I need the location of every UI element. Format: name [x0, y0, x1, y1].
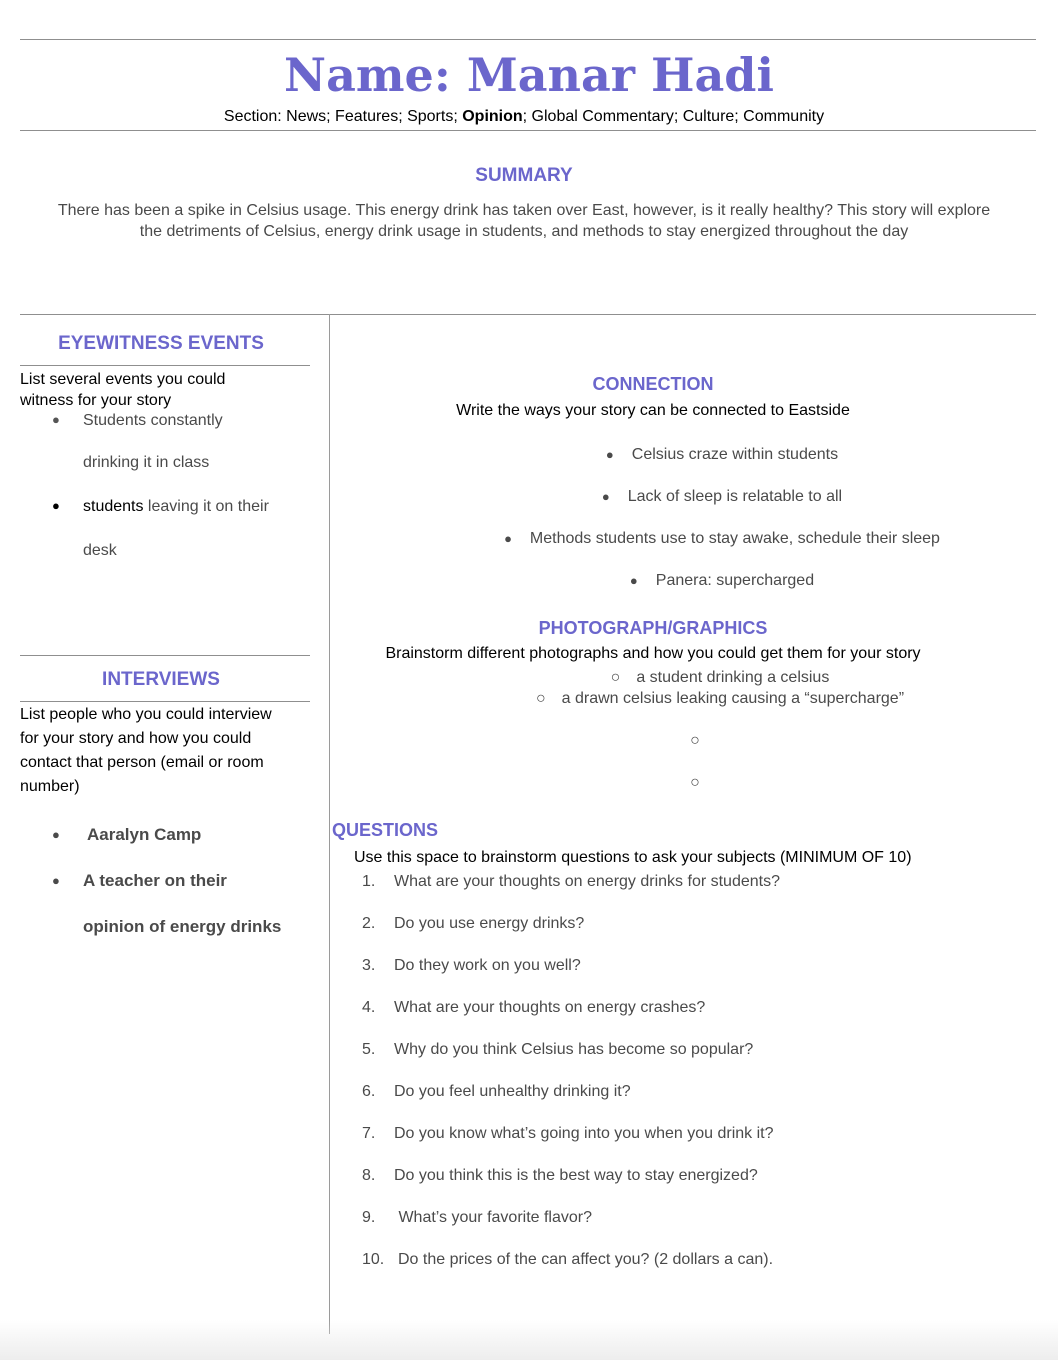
eyewitness-item-2-line2: desk: [83, 542, 117, 559]
photo-item-text: a student drinking a celsius: [636, 669, 830, 686]
section-selected: Opinion: [462, 108, 523, 125]
question-number: 9.: [362, 1209, 376, 1226]
question-item: [362, 1040, 753, 1060]
question-item: [362, 1124, 773, 1144]
eyewitness-instr-1: List several events you could: [20, 371, 226, 388]
bullet-icon: ●: [601, 489, 610, 504]
question-number: 10.: [362, 1251, 385, 1268]
question-text: Do you think this is the best way to stay energized?: [394, 1167, 758, 1184]
bullet-icon: ●: [52, 412, 60, 427]
summary-line-1: There has been a spike in Celsius usage. This energy drink has taken over East, however, is it really healthy? This story will explore: [57, 202, 991, 219]
question-text: Do the prices of the can affect you? (2 dollars a can).: [398, 1251, 774, 1268]
question-number: 7.: [362, 1125, 376, 1142]
connection-item-text: Celsius craze within students: [631, 446, 839, 463]
question-number: 5.: [362, 1041, 376, 1058]
question-text: What are your thoughts on energy crashes?: [394, 999, 706, 1016]
connection-item: [340, 529, 1058, 549]
question-item: [362, 998, 705, 1018]
question-number: 4.: [362, 999, 376, 1016]
photo-heading: PHOTOGRAPH/GRAPHICS: [538, 618, 768, 638]
question-text: Do you feel unhealthy drinking it?: [394, 1083, 631, 1100]
question-item: [362, 1208, 592, 1228]
photo-item-text: a drawn celsius leaking causing a “supercharge”: [561, 690, 905, 707]
eyewitness-item-2-rest: leaving it on their: [143, 498, 269, 515]
circle-bullet-icon: ○: [690, 732, 700, 749]
eyewitness-item-2-line1: [83, 496, 269, 517]
interview-item-2-line2: opinion of energy drinks: [83, 917, 282, 936]
bullet-icon: ●: [629, 573, 638, 588]
column-divider: [329, 314, 330, 1334]
question-item: [362, 1250, 773, 1270]
question-item: [362, 1082, 631, 1102]
interviews-rule: [20, 701, 310, 702]
bullet-icon: ●: [52, 498, 60, 513]
section-prefix: Section: News; Features; Sports;: [223, 108, 463, 125]
circle-bullet-icon: ○: [535, 690, 546, 707]
eyewitness-instructions: [20, 369, 225, 411]
question-number: 3.: [362, 957, 376, 974]
connection-heading: CONNECTION: [592, 374, 714, 394]
question-text: Do you use energy drinks?: [394, 915, 585, 932]
question-item: [362, 956, 581, 976]
connection-item: [340, 487, 1058, 507]
photo-item: [340, 689, 1058, 709]
question-item: [362, 1166, 758, 1186]
question-item: [362, 872, 780, 892]
connection-instructions: Write the ways your story can be connected to Eastside: [456, 402, 850, 419]
question-text: What’s your favorite flavor?: [394, 1209, 593, 1226]
question-text: Do they work on you well?: [394, 957, 581, 974]
summary-heading: SUMMARY: [475, 165, 573, 186]
section-suffix: ; Global Commentary; Culture; Community: [522, 108, 825, 125]
bullet-icon: ●: [605, 447, 614, 462]
page-bottom-shadow: [0, 1320, 1058, 1360]
photo-item: [340, 731, 1050, 751]
circle-bullet-icon: ○: [610, 669, 621, 686]
interview-item-1: Aaralyn Camp: [87, 825, 202, 844]
interviews-instr-2: for your story and how you could: [20, 730, 252, 747]
connection-item-text: Lack of sleep is relatable to all: [627, 488, 843, 505]
questions-heading: QUESTIONS: [332, 820, 439, 840]
eyewitness-rule: [20, 365, 310, 366]
question-item: [362, 914, 584, 934]
header-rule: [20, 130, 1036, 131]
connection-item-text: Panera: supercharged: [655, 572, 815, 589]
interviews-heading: INTERVIEWS: [102, 669, 220, 690]
bullet-icon: ●: [52, 827, 60, 842]
interviews-instr-1: List people who you could interview: [20, 706, 272, 723]
eyewitness-item-2-emph: students: [83, 498, 144, 515]
questions-instructions: Use this space to brainstorm questions to ask your subjects (MINIMUM OF 10): [354, 849, 912, 866]
eyewitness-item-1-line1: Students constantly: [83, 412, 223, 429]
question-number: 6.: [362, 1083, 376, 1100]
body-rule: [20, 314, 1036, 315]
circle-bullet-icon: ○: [690, 774, 700, 791]
summary-line-2: the detriments of Celsius, energy drink usage in students, and methods to stay energized throughout the day: [139, 223, 909, 240]
interviews-instr-3: contact that person (email or room: [20, 754, 264, 771]
top-rule: [20, 39, 1036, 40]
interview-item-2-line1: A teacher on their: [83, 871, 227, 890]
connection-item: [340, 445, 1058, 465]
connection-item: [340, 571, 1058, 591]
interviews-instructions: [20, 703, 272, 799]
question-text: Why do you think Celsius has become so popular?: [394, 1041, 754, 1058]
question-number: 2.: [362, 915, 376, 932]
eyewitness-item-1-line2: drinking it in class: [83, 454, 210, 471]
page-title: Name: Manar Hadi: [284, 48, 774, 102]
bullet-icon: ●: [52, 873, 60, 888]
question-text: What are your thoughts on energy drinks for students?: [394, 873, 780, 890]
eyewitness-instr-2: witness for your story: [20, 392, 172, 409]
question-number: 8.: [362, 1167, 376, 1184]
photo-item: [340, 668, 1058, 688]
photo-instructions: Brainstorm different photographs and how you could get them for your story: [385, 645, 921, 662]
connection-item-text: Methods students use to stay awake, schedule their sleep: [529, 530, 940, 547]
question-text: Do you know what’s going into you when you drink it?: [394, 1125, 774, 1142]
question-number: 1.: [362, 873, 376, 890]
interviews-top-rule: [20, 655, 310, 656]
bullet-icon: ●: [504, 531, 512, 546]
interviews-instr-4: number): [20, 778, 80, 795]
eyewitness-heading: EYEWITNESS EVENTS: [58, 333, 264, 354]
photo-item: [340, 773, 1050, 793]
section-line: [0, 107, 1048, 127]
summary-text: [0, 200, 1048, 242]
